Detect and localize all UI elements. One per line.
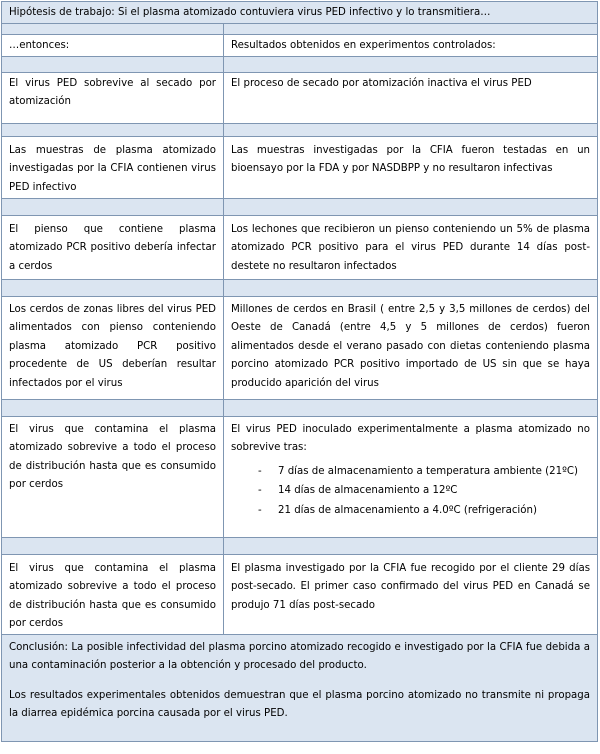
list-item: - 21 días de almacenamiento a 4.0ºC (refrigeración) [258,501,590,521]
row-result: Los lechones que recibieron un pienso conteniendo un 5% de plasma atomizado PCR positivo para el virus PED durante 14 días post-destete no resultaron infectados [224,215,598,279]
list-item: - 14 días de almacenamiento a 12ºC [258,481,590,501]
table-row [2,215,598,279]
table-title: Hipótesis de trabajo: Si el plasma atomizado contuviera virus PED infectivo y lo transmitiera… [2,2,598,24]
row-condition: El virus que contamina el plasma atomizado sobrevive a todo el proceso de distribución hasta que es consumido por cerdos [2,416,224,537]
spacer-row [2,56,598,72]
row-result: El proceso de secado por atomización inactiva el virus PED [224,72,598,123]
header-right: Resultados obtenidos en experimentos controlados: [224,35,598,57]
header-row [2,35,598,57]
row-condition: El virus que contamina el plasma atomizado sobrevive a todo el proceso de distribución hasta que es consumido por cerdos [2,554,224,634]
table-row [2,72,598,123]
row-condition: El virus PED sobrevive al secado por atomización [2,72,224,123]
row-condition: El pienso que contiene plasma atomizado PCR positivo debería infectar a cerdos [2,215,224,279]
row-condition: Los cerdos de zonas libres del virus PED alimentados con pienso conteniendo plasma atomizado PCR positivo procedente de US deberían resultar infectados por el virus [2,296,224,399]
row-result: Millones de cerdos en Brasil ( entre 2,5 y 3,5 millones de cerdos) del Oeste de Canadá (entre 4,5 y 5 millones de cerdos) fueron alimentados desde el verano pasado con dietas conteniendo plasma porcino atomizado PCR positivo importado de US sin que se haya producido aparición del virus [224,296,598,399]
conclusion-cell [2,634,598,741]
spacer-row [2,279,598,296]
spacer-row [2,537,598,554]
row-condition: Las muestras de plasma atomizado investigadas por la CFIA contienen virus PED infectivo [2,136,224,198]
row-result-with-list [224,416,598,537]
conclusion-text: Conclusión: La posible infectividad del plasma porcino atomizado recogido e investigado por la CFIA fue debida a una contaminación posterior a la obtención y procesado del producto. [9,641,590,671]
list-item: - 7 días de almacenamiento a temperatura ambiente (21ºC) [258,462,590,482]
title-row [2,2,598,24]
table-row [2,136,598,198]
row-result: El virus PED inoculado experimentalmente a plasma atomizado no sobrevive tras: [231,423,590,453]
row-result: El plasma investigado por la CFIA fue recogido por el cliente 29 días post-secado. El primer caso confirmado del virus PED en Canadá se produjo 71 días post-secado [224,554,598,634]
table-row [2,296,598,399]
spacer-row [2,24,598,35]
conclusion-summary: Los resultados experimentales obtenidos demuestran que el plasma porcino atomizado no transmite ni propaga la diarrea epidémica porcina causada por el virus PED. [9,689,590,719]
table-row [2,554,598,634]
table-row [2,416,598,537]
header-left: …entonces: [2,35,224,57]
spacer-row [2,399,598,416]
spacer-row [2,123,598,136]
spacer-row [2,198,598,215]
storage-conditions-list [231,462,590,521]
hypothesis-table [1,1,598,742]
conclusion-row [2,634,598,741]
row-result: Las muestras investigadas por la CFIA fueron testadas en un bioensayo por la FDA y por NASDBPP y no resultaron infectivas [224,136,598,198]
